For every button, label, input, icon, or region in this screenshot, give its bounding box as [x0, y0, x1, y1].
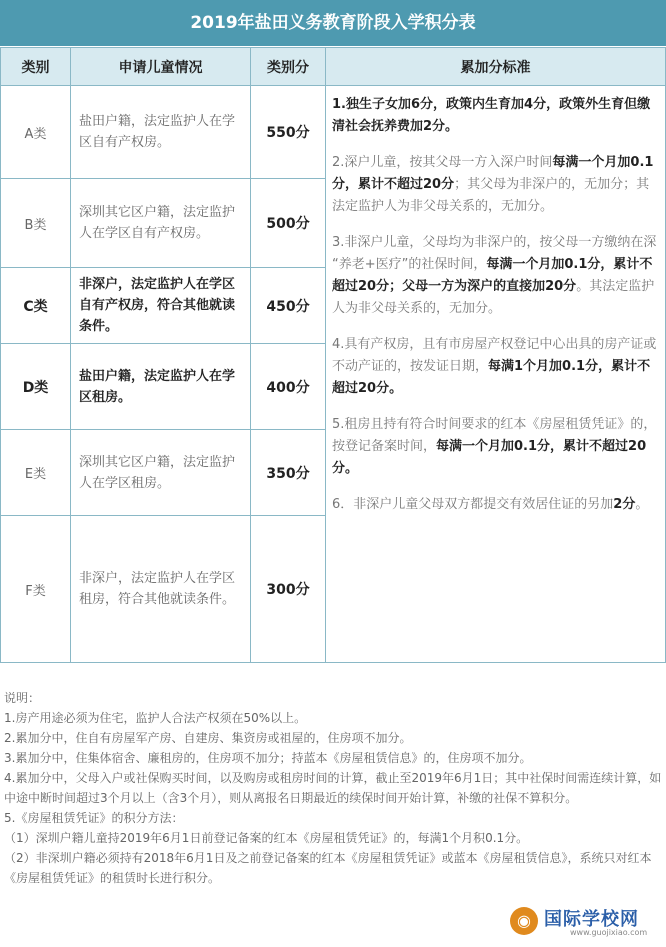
desc-f: 非深户，法定监护人在学区租房，符合其他就读条件。 — [71, 516, 251, 663]
score-e: 350分 — [251, 430, 326, 516]
header-child-situation: 申请儿童情况 — [71, 48, 251, 86]
watermark-text: 国际学校网 — [544, 909, 639, 930]
standard-5: 5.租房且持有符合时间要求的红本《房屋租赁凭证》的，按登记备案时间，每满一个月加0.1分，累计不超过20分。 — [332, 417, 657, 476]
standard-6: 6．非深户儿童父母双方都提交有效居住证的另加2分。 — [332, 497, 649, 512]
standard-2: 2.深户儿童，按其父母一方入深户时间每满一个月加0.1分，累计不超过20分；其父母为非深户的，无加分；其法定监护人为非父母关系的，无加分。 — [332, 155, 654, 214]
category-b: B类 — [1, 179, 71, 268]
table-row — [1, 86, 666, 179]
watermark-url: www.guojixiao.com — [570, 928, 648, 937]
category-c: C类 — [1, 268, 71, 344]
note-3: 3.累加分中，住集体宿舍、廉租房的，住房项不加分；持蓝本《房屋租赁信息》的，住房项不加分。 — [4, 751, 532, 765]
desc-d: 盐田户籍，法定监护人在学区租房。 — [71, 344, 251, 430]
globe-icon: ◉ — [510, 907, 538, 935]
desc-c: 非深户，法定监护人在学区自有产权房，符合其他就读条件。 — [71, 268, 251, 344]
score-f: 300分 — [251, 516, 326, 663]
note-5: 5.《房屋租赁凭证》的积分方法： — [4, 811, 184, 825]
category-e: E类 — [1, 430, 71, 516]
note-5-1: （1）深圳户籍儿童持2019年6月1日前登记备案的红本《房屋租赁凭证》的，每满1个月积0.1分。 — [4, 831, 529, 845]
notes-section — [4, 688, 664, 888]
desc-b: 深圳其它区户籍，法定监护人在学区自有产权房。 — [71, 179, 251, 268]
desc-a: 盐田户籍，法定监护人在学区自有产权房。 — [71, 86, 251, 179]
category-f: F类 — [1, 516, 71, 663]
score-a: 550分 — [251, 86, 326, 179]
category-d: D类 — [1, 344, 71, 430]
note-2: 2.累加分中，住自有房屋军产房、自建房、集资房或祖屋的，住房项不加分。 — [4, 731, 412, 745]
header-row — [1, 48, 666, 86]
score-table — [0, 47, 666, 663]
score-b: 500分 — [251, 179, 326, 268]
note-5-2: （2）非深圳户籍必须持有2018年6月1日及之前登记备案的红本《房屋租赁凭证》或蓝本《房屋租赁信息》，系统只对红本《房屋租赁凭证》的租赁时长进行积分。 — [4, 851, 652, 885]
desc-e: 深圳其它区户籍，法定监护人在学区租房。 — [71, 430, 251, 516]
watermark-logo — [510, 905, 660, 939]
standard-3: 3.非深户儿童，父母均为非深户的，按父母一方缴纳在深 “养老+医疗”的社保时间，每满一个月加0.1分，累计不超过20分；父母一方为深户的直接加20分。其法定监护人为非父母关系的，无加分。 — [332, 235, 657, 316]
header-bonus-standard: 累加分标准 — [326, 48, 666, 86]
score-d: 400分 — [251, 344, 326, 430]
category-a: A类 — [1, 86, 71, 179]
header-category: 类别 — [1, 48, 71, 86]
score-c: 450分 — [251, 268, 326, 344]
table-title: 2019年盐田义务教育阶段入学积分表 — [0, 0, 666, 46]
note-4: 4.累加分中，父母入户或社保购买时间，以及购房或租房时间的计算，截止至2019年6月1日；其中社保时间需连续计算，如中途中断时间超过3个月以上（含3个月），则从离报名日期最近的续保时间开始计算，补缴的社保不算积分。 — [4, 771, 662, 805]
standard-1: 1.独生子女加6分，政策内生育加4分，政策外生育但缴清社会抚养费加2分。 — [332, 97, 651, 134]
header-category-score: 类别分 — [251, 48, 326, 86]
note-1: 1.房产用途必须为住宅，监护人合法产权须在50%以上。 — [4, 711, 307, 725]
bonus-standard-cell — [326, 86, 666, 663]
notes-heading: 说明： — [4, 691, 41, 705]
standard-4: 4.具有产权房，且有市房屋产权登记中心出具的房产证或不动产证的，按发证日期，每满1个月加0.1分，累计不超过20分。 — [332, 337, 657, 396]
